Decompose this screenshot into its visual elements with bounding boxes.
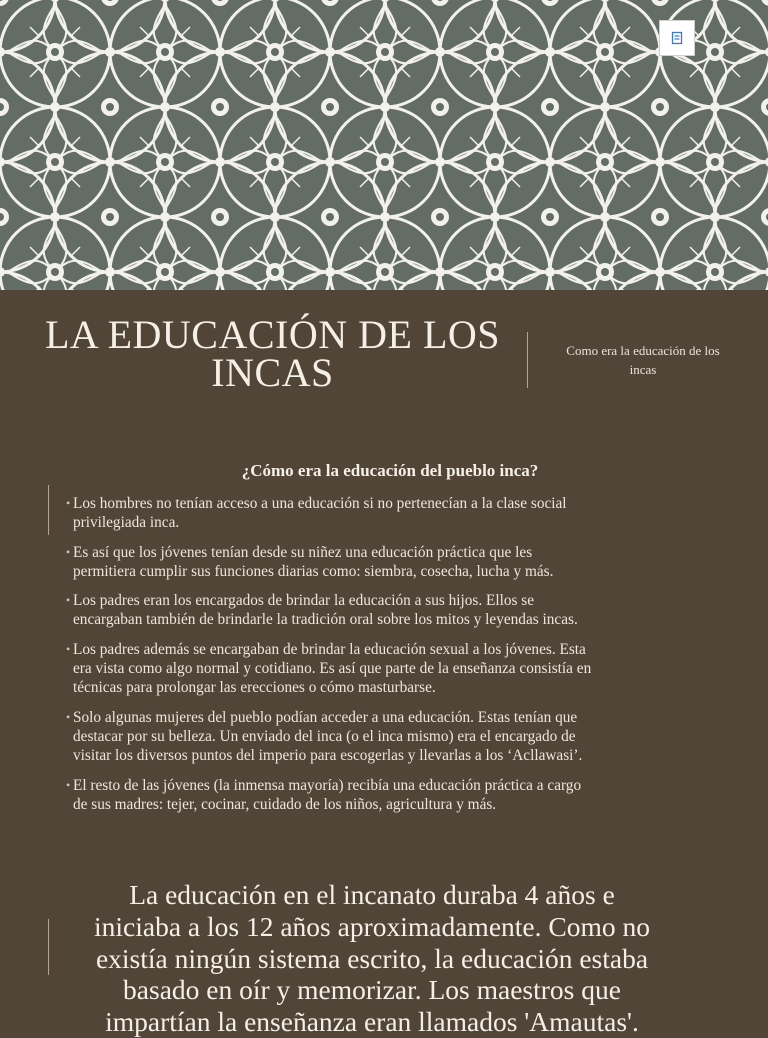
paragraph-line: impartían la enseñanza eran llamados 'Amautas'. <box>105 1006 639 1038</box>
slide-title-line: LA EDUCACIÓN DE LOS <box>44 312 501 357</box>
bullet-item <box>66 543 672 582</box>
bullet-icon: • <box>66 593 71 608</box>
bullet-icon: • <box>66 641 71 656</box>
bullet-line: destacar por su belleza. Un enviado del inca (o el inca mismo) era el encargado de <box>73 727 576 745</box>
slide-icon <box>670 31 684 45</box>
bullet-line: Es así que los jóvenes tenían desde su niñez una educación práctica que les <box>73 543 533 561</box>
large-paragraph <box>72 879 672 1038</box>
subtitle-line: incas <box>629 362 657 377</box>
bullet-item <box>66 708 672 766</box>
title-divider <box>527 332 528 388</box>
slide-title-line: INCAS <box>211 350 334 395</box>
accent-bar <box>48 919 49 975</box>
decorative-pattern-banner <box>0 0 768 290</box>
bullet-item <box>66 591 672 630</box>
slide-subtitle <box>552 341 734 379</box>
bullet-line: de sus madres: tejer, cocinar, cuidado de los niños, agricultura y más. <box>73 795 497 813</box>
paragraph-line: iniciaba a los 12 años aproximadamente. Como no <box>94 910 650 942</box>
bullet-item <box>66 776 672 815</box>
bullet-line: encargaban también de brindarle la tradición oral sobre los mitos y leyendas incas. <box>73 611 578 629</box>
paragraph-line: basado en oír y memorizar. Los maestros que <box>123 974 621 1006</box>
paragraph-line: existía ningún sistema escrito, la educación estaba <box>95 942 649 974</box>
bullet-icon: • <box>66 709 71 724</box>
bullet-line: permitiera cumplir sus funciones diarias como: siembra, cosecha, lucha y más. <box>73 562 554 580</box>
bullet-icon: • <box>66 496 71 510</box>
bullet-icon: • <box>66 777 71 792</box>
bullet-line: Solo algunas mujeres del pueblo podían acceder a una educación. Estas tenían que <box>73 708 578 726</box>
slide-title <box>20 312 525 395</box>
bullet-icon: • <box>66 544 71 559</box>
page-badge[interactable] <box>659 20 695 56</box>
accent-bar <box>48 485 49 535</box>
bullet-item <box>66 494 672 533</box>
bullet-line: técnicas para prolongar las erecciones o cómo masturbarse. <box>73 679 436 697</box>
bullet-line: Los padres además se encargaban de brindar la educación sexual a los jóvenes. Esta <box>73 640 586 658</box>
bullet-line: era vista como algo normal y cotidiano. Es así que parte de la enseñanza consistía en <box>73 660 592 678</box>
bullet-line: visitar los diversos puntos del imperio para escogerlas y llevarlas a los ‘Acllawasi’. <box>73 747 583 765</box>
bullet-line: Los hombres no tenían acceso a una educación si no pertenecían a la clase social <box>73 495 567 512</box>
bullet-line: privilegiada inca. <box>73 514 180 532</box>
section-heading: ¿Cómo era la educación del pueblo inca? <box>241 461 539 480</box>
bullet-list <box>66 494 672 824</box>
bullet-item <box>66 640 672 698</box>
bullet-line: El resto de las jóvenes (la inmensa mayoría) recibía una educación práctica a cargo <box>73 776 582 794</box>
lattice-pattern-icon <box>0 0 768 290</box>
paragraph-line: La educación en el incanato duraba 4 años e <box>129 879 615 910</box>
bullet-line: Los padres eran los encargados de brindar la educación a sus hijos. Ellos se <box>73 592 535 610</box>
subtitle-line: Como era la educación de los <box>566 343 720 358</box>
